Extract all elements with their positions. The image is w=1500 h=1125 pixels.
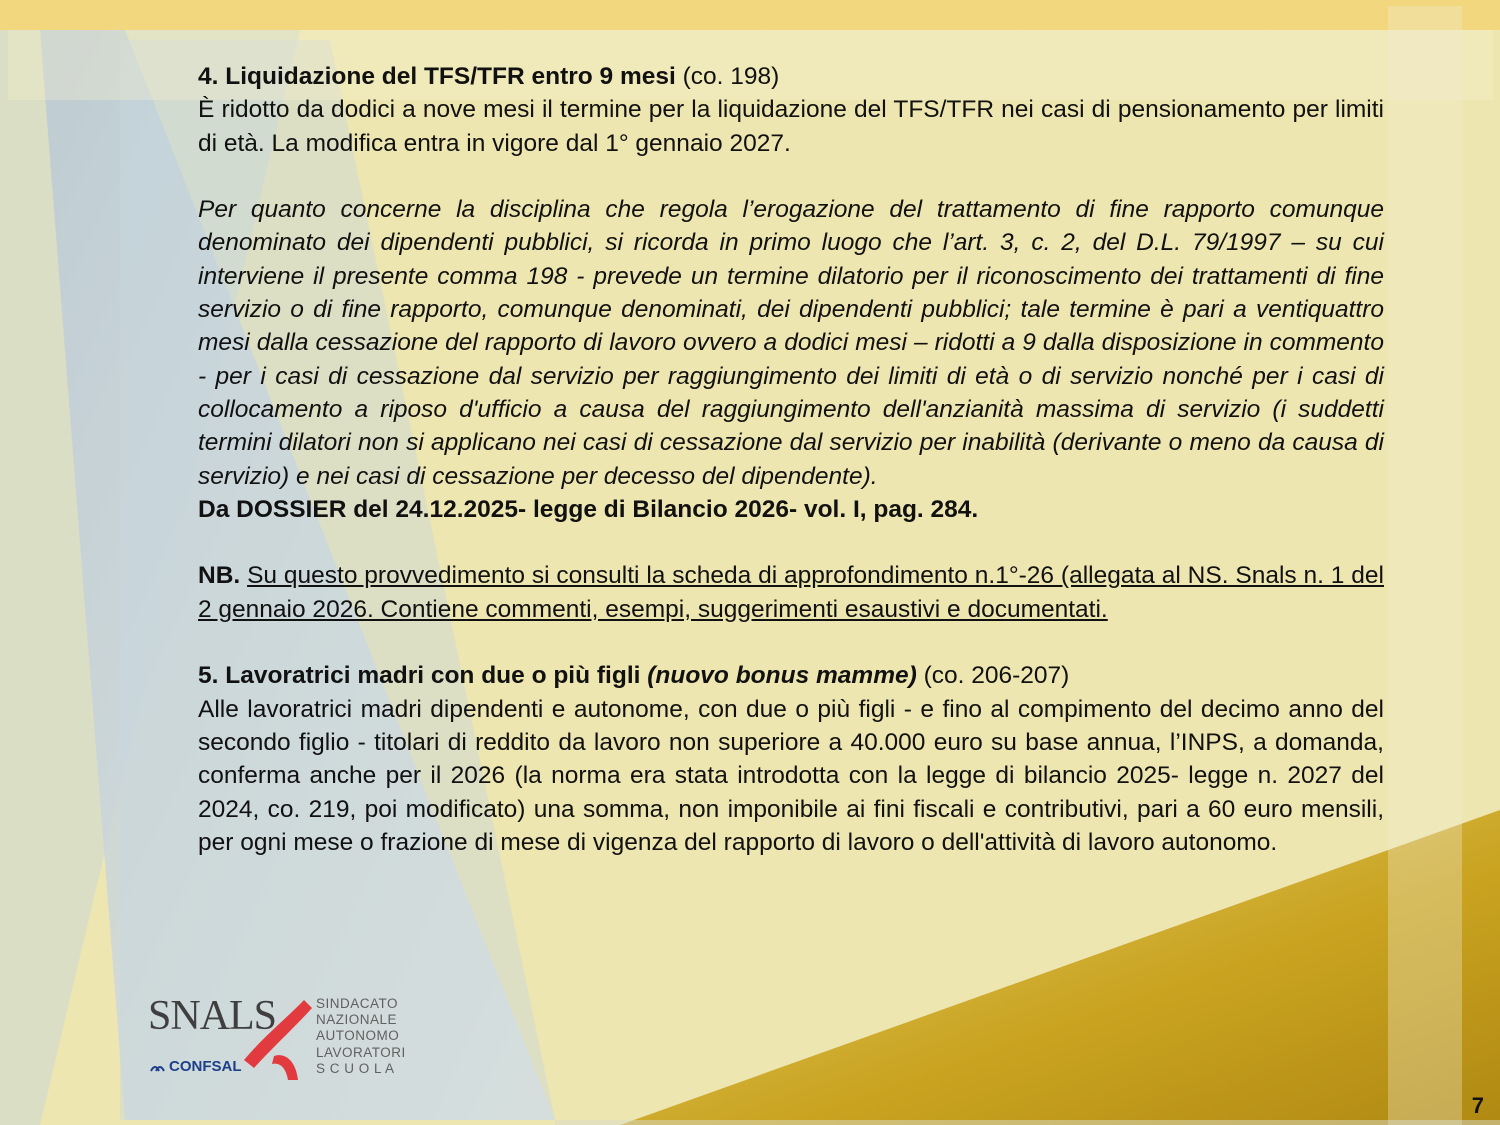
- nb-text: Su questo provvedimento si consulti la scheda di approfondimento n.1°-26 (allegata al NS. Snals n. 1 del 2 gennaio 2026. Contiene commenti, esempi, suggerimenti esaustivi e documentati.: [198, 562, 1384, 623]
- section-4-reference: (co. 198): [675, 63, 780, 90]
- confsal-text: CONFSAL: [169, 1058, 242, 1075]
- confsal-mark: [150, 1058, 242, 1075]
- section-5-heading-italic: (nuovo bonus mamme): [647, 662, 917, 690]
- section-4-heading: 4. Liquidazione del TFS/TFR entro 9 mesi: [198, 63, 676, 90]
- page-number: 7: [1471, 1093, 1484, 1118]
- logo-wordmark: SNALS: [148, 993, 277, 1039]
- nb-paragraph: [198, 559, 1384, 626]
- section-5-title-line: [198, 659, 1384, 692]
- snals-logo: [148, 994, 418, 1086]
- section-4-source: Da DOSSIER del 24.12.2025- legge di Bilancio 2026- vol. I, pag. 284.: [198, 495, 979, 523]
- nb-label: NB.: [198, 562, 241, 590]
- section-4-body: È ridotto da dodici a nove mesi il termine per la liquidazione del TFS/TFR nei casi di pensionamento per limiti di età. La modifica entra in vigore dal 1° gennaio 2027.: [198, 96, 1384, 157]
- acronym-line-1: SINDACATO: [316, 996, 399, 1011]
- section-4-title-line: [198, 60, 1384, 93]
- section-5-heading: 5. Lavoratrici madri con due o più figli: [198, 662, 648, 690]
- section-5-reference: (co. 206-207): [916, 662, 1070, 690]
- confsal-waves-icon: [150, 1061, 166, 1073]
- slide-content: [198, 60, 1384, 859]
- section-4-italic-note: Per quanto concerne la disciplina che regola l’erogazione del trattamento di fine rapporto comunque denominato dei dipendenti pubblici, si ricorda in primo luogo che l’art. 3, c. 2, del D.L. 79/1997 – su cui interviene il presente comma 198 - prevede un termine dilatorio per il riconoscimento dei trattamenti di fine servizio o di fine rapporto, comunque denominati, dei dipendenti pubblici; tale termine è pari a ventiquattro mesi dalla cessazione del rapporto di lavoro ovvero a dodici mesi – ridotti a 9 dalla disposizione in commento - per i casi di cessazione dal servizio per raggiungimento dei limiti di età o di servizio nonché per i casi di collocamento a riposo d'ufficio a causa del raggiungimento dell'anzianità massima di servizio (i suddetti termini dilatori non si applicano nei casi di cessazione dal servizio per inabilità (derivante o meno da causa di servizio) e nei casi di cessazione per decesso del dipendente).: [198, 196, 1384, 490]
- acronym-line-4: LAVORATORI: [316, 1044, 406, 1060]
- acronym-line-3: AUTONOMO: [316, 1028, 400, 1044]
- acronym-line-5: S C U O L A: [316, 1060, 395, 1076]
- logo-acronym: [316, 996, 426, 1077]
- logo-swoosh-icon: [234, 998, 320, 1082]
- acronym-line-2: NAZIONALE: [316, 1012, 398, 1028]
- section-5-body: Alle lavoratrici madri dipendenti e autonome, con due o più figli - e fino al compimento del decimo anno del secondo figlio - titolari di reddito da lavoro non superiore a 40.000 euro su base annua, l’INPS, a domanda, conferma anche per il 2026 (la norma era stata introdotta con la legge di bilancio 2025- legge n. 2027 del 2024, co. 219, poi modificato) una somma, non imponibile ai fini fiscali e contributivi, pari a 60 euro mensili, per ogni mese o frazione di mese di vigenza del rapporto di lavoro o dell'attività di lavoro autonomo.: [198, 695, 1384, 856]
